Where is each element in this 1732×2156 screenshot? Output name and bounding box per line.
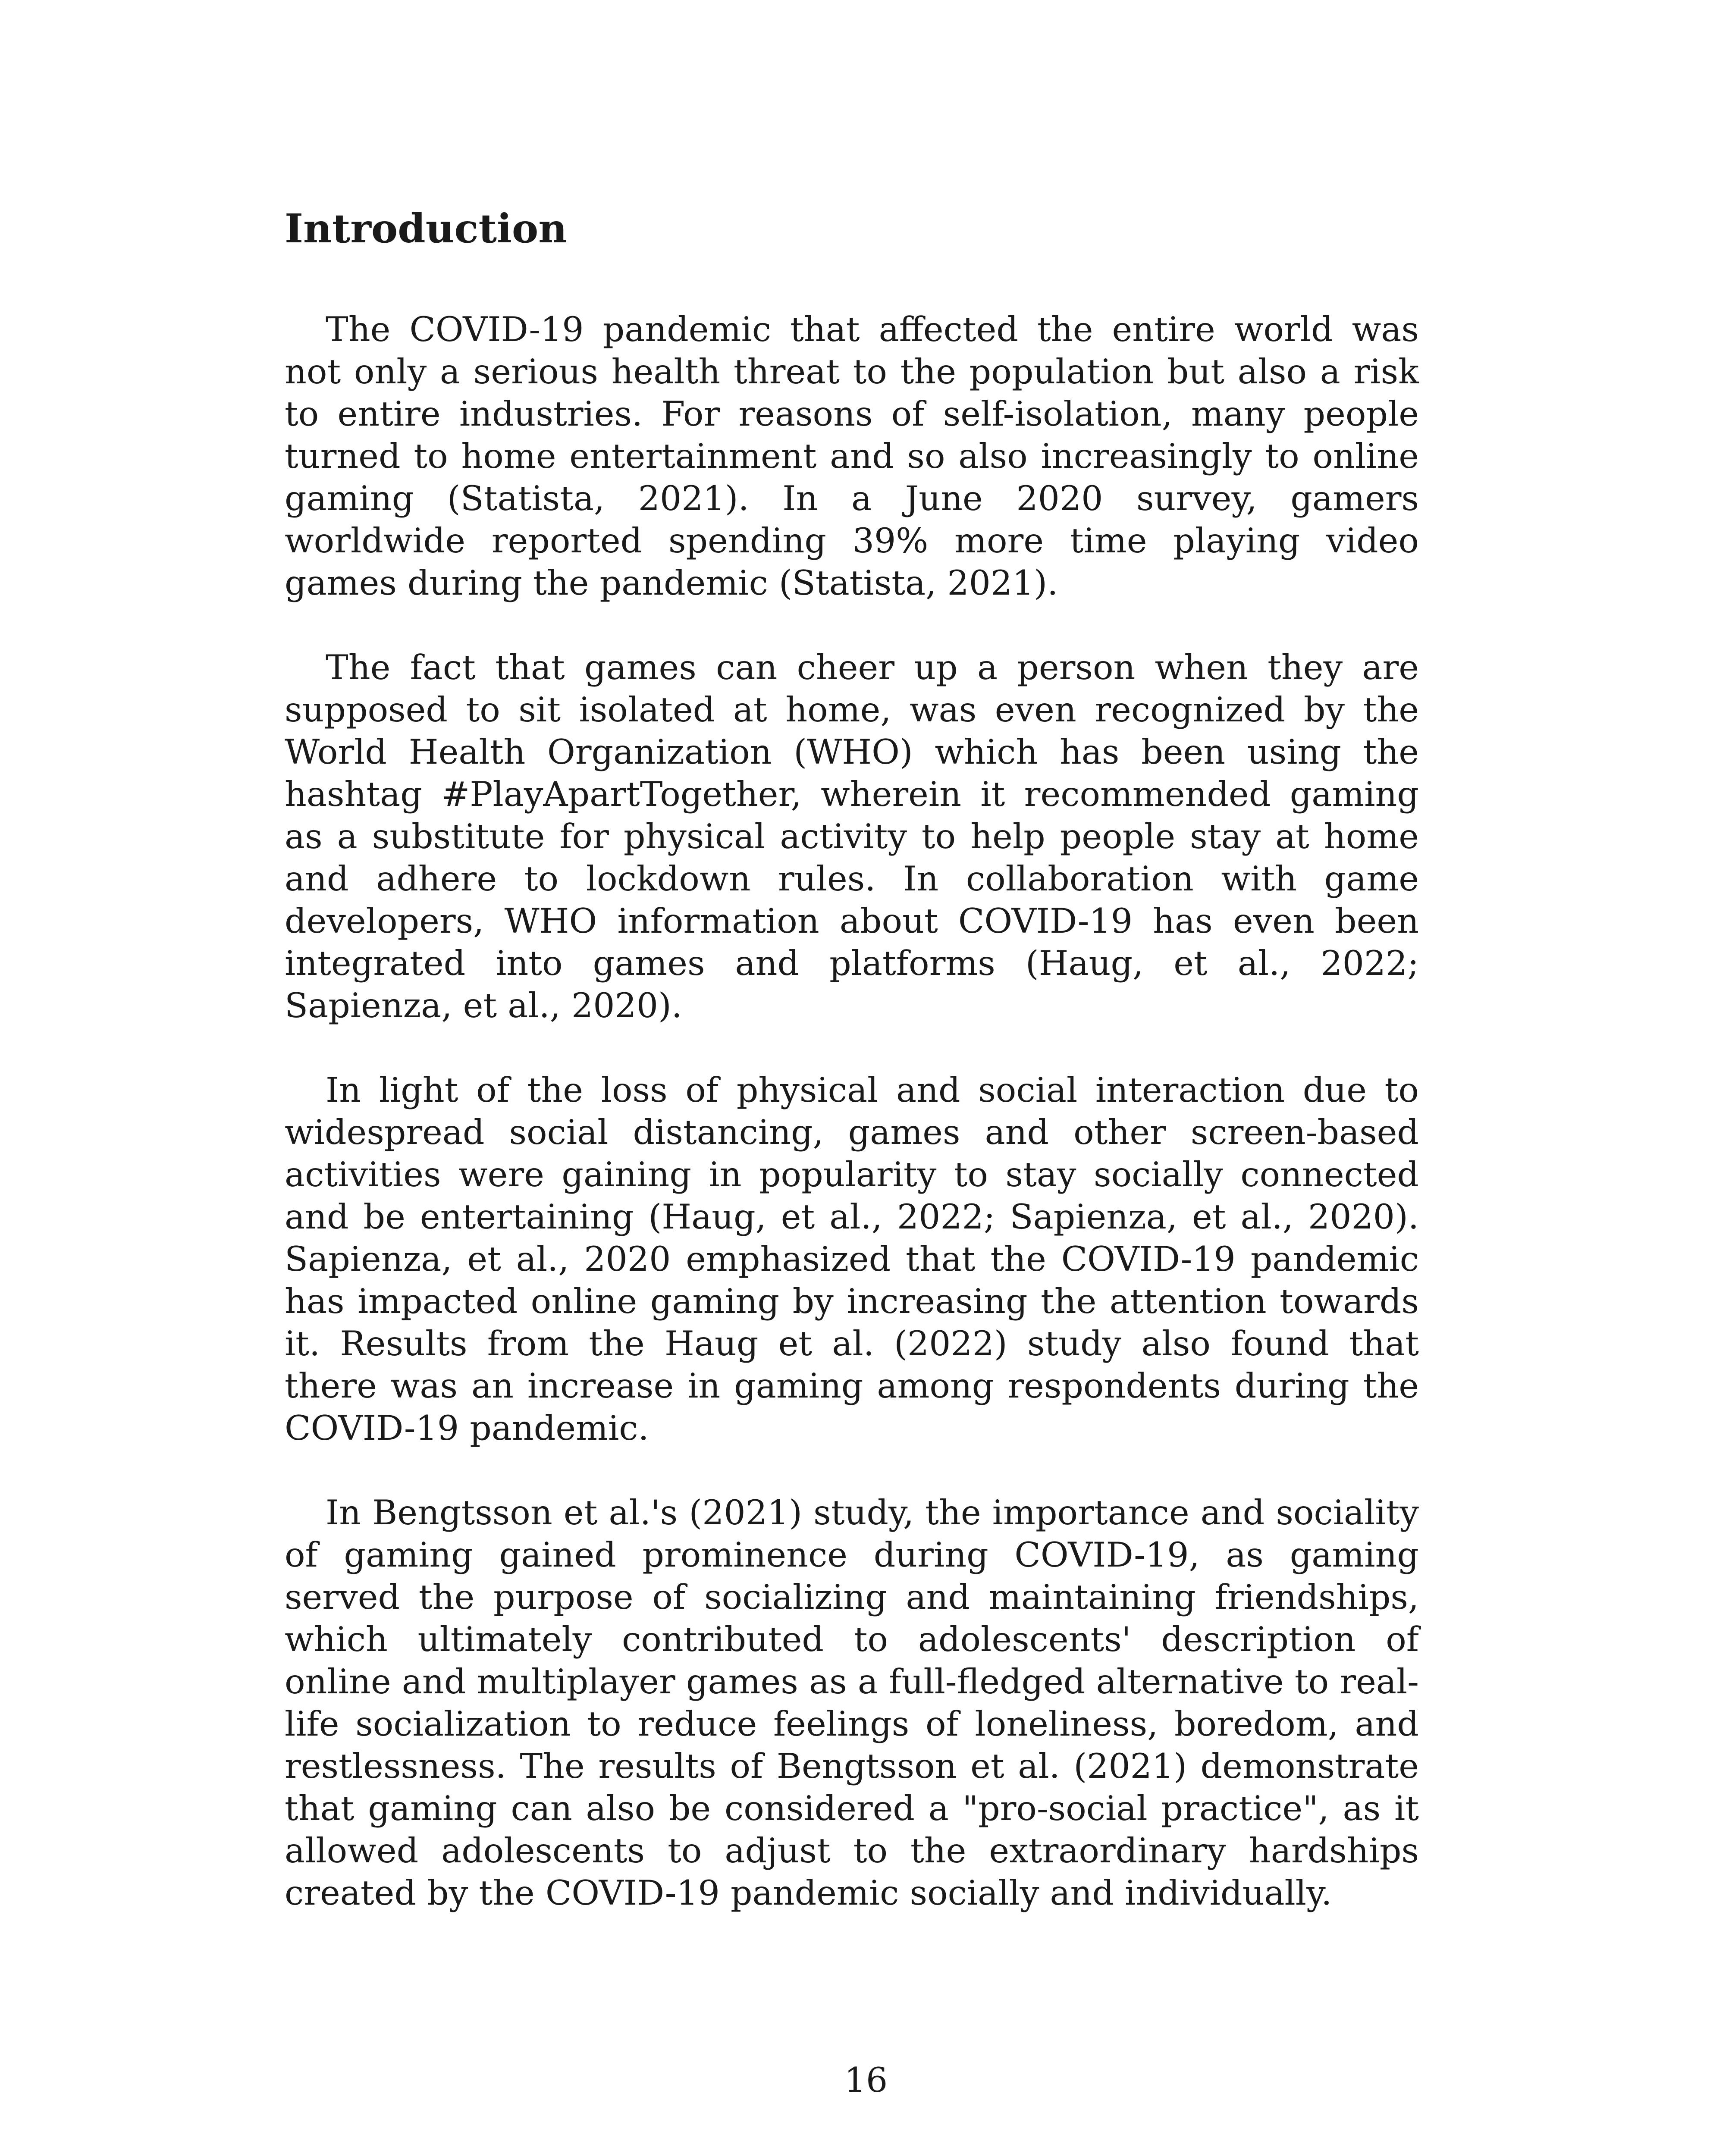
section-heading: Introduction: [285, 205, 568, 252]
paragraph-social-distancing: In light of the loss of physical and social interaction due to widespread social distancing, games and other screen-based activities were gaining in popularity to stay socially connected and be entertaining (Haug, et al., 2022; Sapienza, et al., 2020). Sapienza, et al., 2020 emphasized that the COVID-19 pandemic has impacted online gaming by increasing the attention towards it. Results from the Haug et al. (2022) study also found that there was an increase in gaming among respondents during the COVID-19 pandemic.: [285, 1070, 1419, 1448]
paragraph-pandemic-gaming: The COVID-19 pandemic that affected the entire world was not only a serious health threat to the population but also a risk to entire industries. For reasons of self-isolation, many people turned to home entertainment and so also increasingly to online gaming (Statista, 2021). In a June 2020 survey, gamers worldwide reported spending 39% more time playing video games during the pandemic (Statista, 2021).: [285, 310, 1419, 603]
page-body: [285, 203, 1419, 1914]
page-number: 16: [844, 2060, 888, 2100]
paragraph-bengtsson-study: In Bengtsson et al.'s (2021) study, the importance and sociality of gaming gained prominence during COVID-19, as gaming served the purpose of socializing and maintaining friendships, which ultimately contributed to adolescents' description of online and multiplayer games as a full-fledged alternative to real-life socialization to reduce feelings of loneliness, boredom, and restlessness. The results of Bengtsson et al. (2021) demonstrate that gaming can also be considered a "pro-social practice", as it allowed adolescents to adjust to the extraordinary hardships created by the COVID-19 pandemic socially and individually.: [285, 1493, 1419, 1913]
paragraph-who-play-apart-together: The fact that games can cheer up a person when they are supposed to sit isolated at home, was even recognized by the World Health Organization (WHO) which has been using the hashtag #PlayApartTogether, wherein it recommended gaming as a substitute for physical activity to help people stay at home and adhere to lockdown rules. In collaboration with game developers, WHO information about COVID-19 has even been integrated into games and platforms (Haug, et al., 2022; Sapienza, et al., 2020).: [285, 648, 1419, 1025]
